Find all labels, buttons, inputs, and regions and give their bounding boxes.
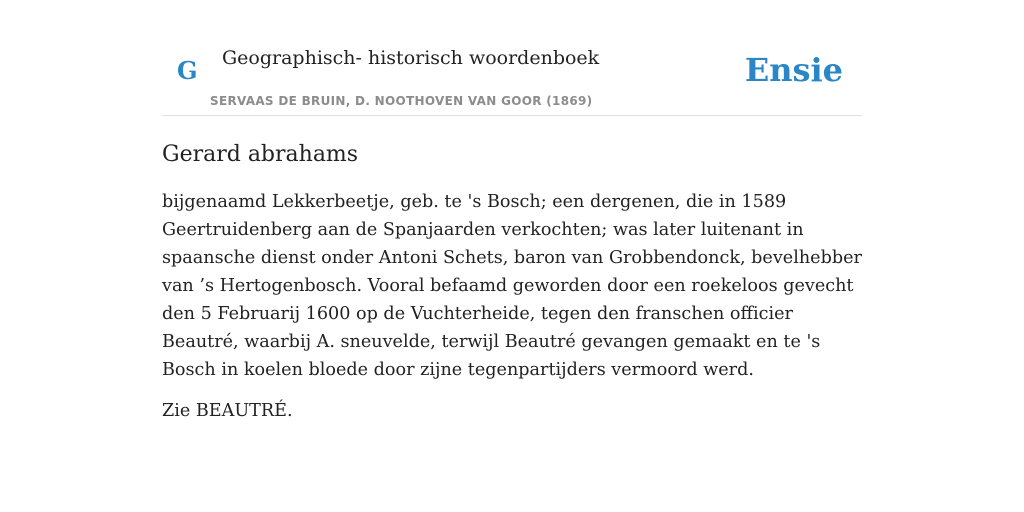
book-header <box>162 40 862 116</box>
book-title[interactable]: Geographisch- historisch woordenboek <box>222 47 600 69</box>
entry-content <box>162 136 862 425</box>
entry-text: bijgenaamd Lekkerbeetje, geb. te 's Bosch; een dergenen, die in 1589 Geertruidenberg aan de Spanjaarden verkochten; was later luitenant in spaansche dienst onder Antoni Schets, baron van Grobbendonck, bevelhebber van ’s Hertogenbosch. Vooral befaamd geworden door een roekeloos gevecht den 5 Februarij 1600 op de Vuchterheide, tegen den franschen officier Beautré, waarbij A. sneuvelde, terwijl Beautré gevangen gemaakt en te 's Bosch in koelen bloede door zijne tegenpartijders vermoord werd. <box>162 192 862 380</box>
entry-title: Gerard abrahams <box>162 142 359 167</box>
ensie-logo-link[interactable]: Ensie <box>744 51 843 89</box>
see-also-reference[interactable]: Zie BEAUTRÉ. <box>162 401 293 421</box>
book-authors: SERVAAS DE BRUIN, D. NOOTHOVEN VAN GOOR (1869) <box>210 94 593 108</box>
book-letter-icon[interactable]: G <box>177 56 198 85</box>
